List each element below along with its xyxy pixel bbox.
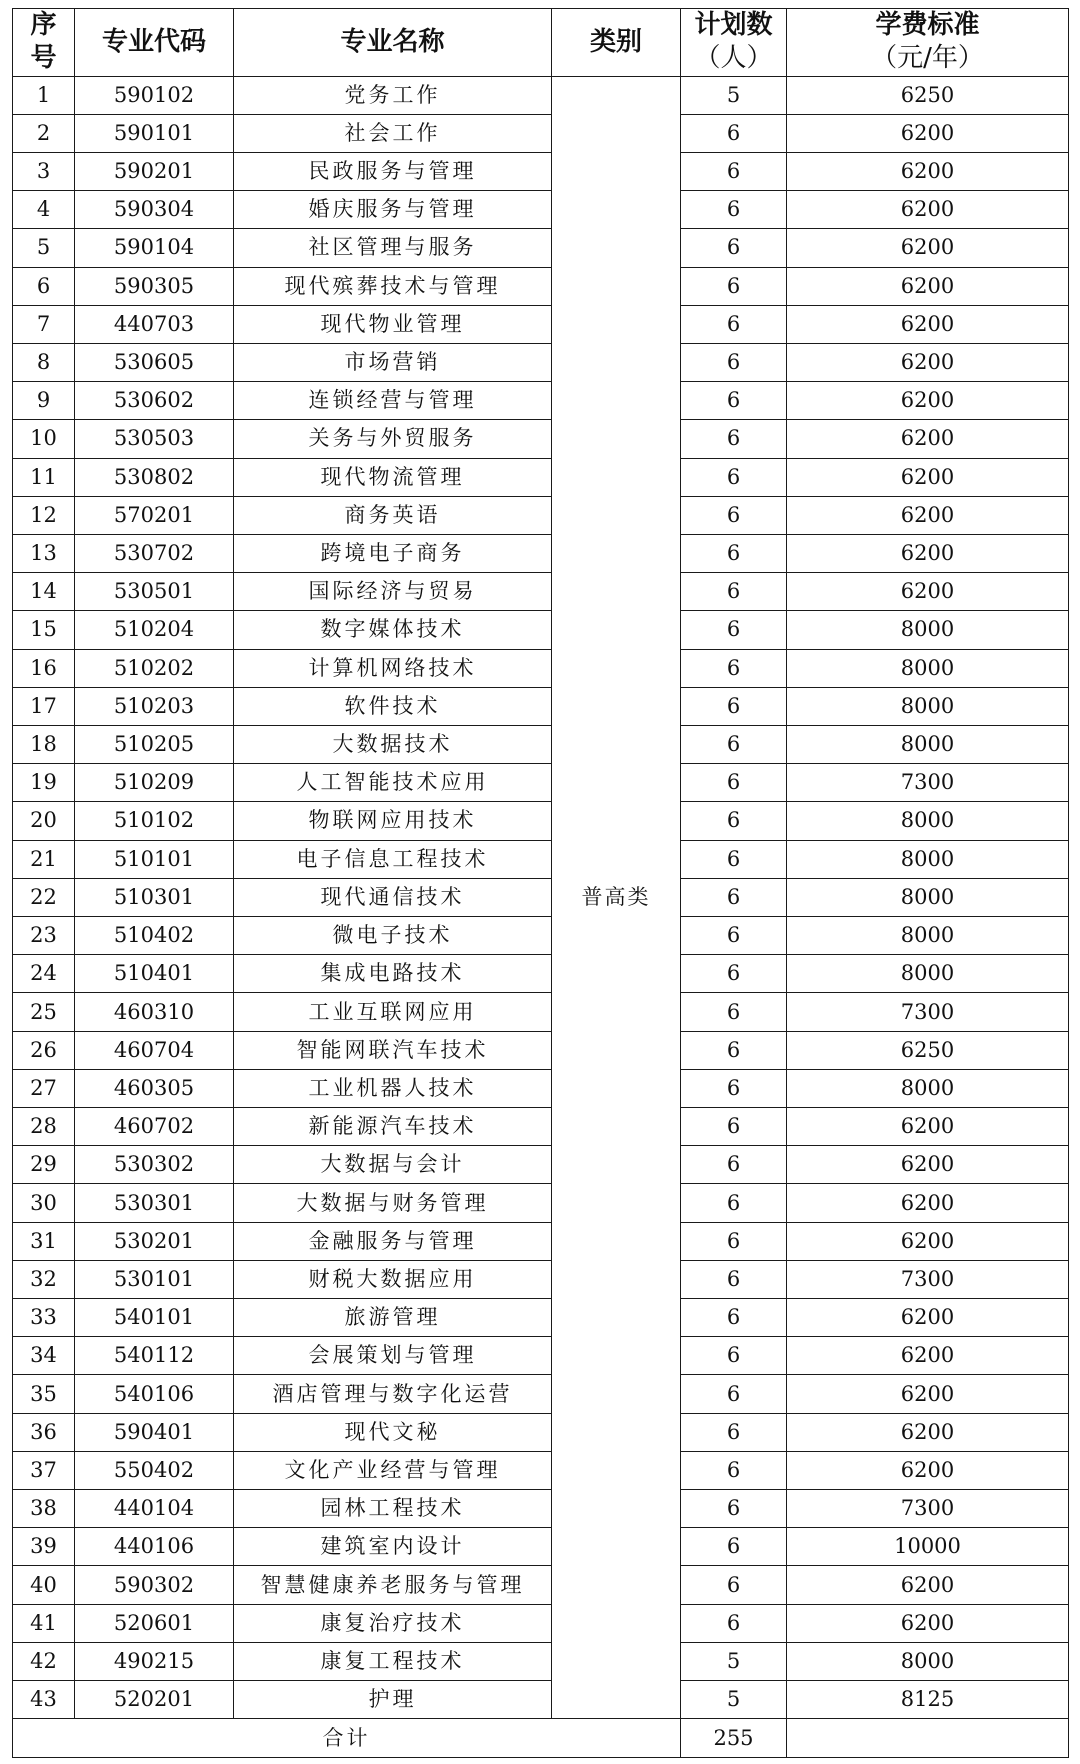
cell-plan: 6 bbox=[681, 267, 787, 305]
cell-fee: 6200 bbox=[787, 191, 1069, 229]
table-row bbox=[13, 458, 1069, 496]
cell-plan: 6 bbox=[681, 1528, 787, 1566]
table-row bbox=[13, 1108, 1069, 1146]
cell-name: 康复工程技术 bbox=[234, 1642, 552, 1680]
cell-fee: 6200 bbox=[787, 1413, 1069, 1451]
table-row bbox=[13, 1490, 1069, 1528]
cell-code: 510202 bbox=[75, 649, 234, 687]
cell-plan: 6 bbox=[681, 1184, 787, 1222]
cell-code: 530201 bbox=[75, 1222, 234, 1260]
cell-code: 590104 bbox=[75, 229, 234, 267]
cell-plan: 6 bbox=[681, 1451, 787, 1489]
cell-index: 4 bbox=[13, 191, 75, 229]
table-row bbox=[13, 1413, 1069, 1451]
cell-fee: 6200 bbox=[787, 1299, 1069, 1337]
header-plan bbox=[681, 9, 787, 77]
cell-fee: 6200 bbox=[787, 267, 1069, 305]
cell-index: 35 bbox=[13, 1375, 75, 1413]
cell-plan: 6 bbox=[681, 840, 787, 878]
table-row bbox=[13, 114, 1069, 152]
cell-plan: 6 bbox=[681, 611, 787, 649]
cell-name: 连锁经营与管理 bbox=[234, 382, 552, 420]
cell-index: 34 bbox=[13, 1337, 75, 1375]
total-plan: 255 bbox=[681, 1719, 787, 1758]
table-row bbox=[13, 76, 1069, 114]
cell-code: 530301 bbox=[75, 1184, 234, 1222]
cell-fee: 6200 bbox=[787, 1146, 1069, 1184]
cell-index: 42 bbox=[13, 1642, 75, 1680]
cell-plan: 6 bbox=[681, 573, 787, 611]
cell-fee: 6200 bbox=[787, 382, 1069, 420]
header-code: 专业代码 bbox=[75, 9, 234, 77]
cell-plan: 6 bbox=[681, 917, 787, 955]
table-row bbox=[13, 229, 1069, 267]
cell-name: 护理 bbox=[234, 1681, 552, 1719]
cell-index: 21 bbox=[13, 840, 75, 878]
cell-fee: 8000 bbox=[787, 955, 1069, 993]
cell-fee: 6200 bbox=[787, 343, 1069, 381]
cell-fee: 8000 bbox=[787, 1069, 1069, 1107]
cell-plan: 6 bbox=[681, 534, 787, 572]
table-row bbox=[13, 917, 1069, 955]
cell-fee: 6200 bbox=[787, 1604, 1069, 1642]
cell-plan: 6 bbox=[681, 1069, 787, 1107]
table-row bbox=[13, 1299, 1069, 1337]
cell-plan: 6 bbox=[681, 382, 787, 420]
cell-plan: 5 bbox=[681, 76, 787, 114]
cell-fee: 7300 bbox=[787, 1490, 1069, 1528]
cell-plan: 6 bbox=[681, 687, 787, 725]
cell-name: 大数据与财务管理 bbox=[234, 1184, 552, 1222]
cell-name: 酒店管理与数字化运营 bbox=[234, 1375, 552, 1413]
cell-plan: 6 bbox=[681, 1260, 787, 1298]
table-row bbox=[13, 725, 1069, 763]
table-row bbox=[13, 152, 1069, 190]
table-row bbox=[13, 1604, 1069, 1642]
cell-fee: 6200 bbox=[787, 573, 1069, 611]
table-row bbox=[13, 573, 1069, 611]
table-row bbox=[13, 802, 1069, 840]
cell-code: 540101 bbox=[75, 1299, 234, 1337]
cell-name: 现代物流管理 bbox=[234, 458, 552, 496]
cell-plan: 6 bbox=[681, 1299, 787, 1337]
table-row bbox=[13, 1146, 1069, 1184]
cell-name: 现代文秘 bbox=[234, 1413, 552, 1451]
table-row bbox=[13, 764, 1069, 802]
cell-plan: 6 bbox=[681, 955, 787, 993]
cell-name: 民政服务与管理 bbox=[234, 152, 552, 190]
cell-plan: 6 bbox=[681, 878, 787, 916]
cell-index: 20 bbox=[13, 802, 75, 840]
cell-plan: 6 bbox=[681, 305, 787, 343]
cell-code: 530501 bbox=[75, 573, 234, 611]
cell-code: 530802 bbox=[75, 458, 234, 496]
cell-index: 22 bbox=[13, 878, 75, 916]
table-row bbox=[13, 611, 1069, 649]
cell-index: 1 bbox=[13, 76, 75, 114]
cell-fee: 6200 bbox=[787, 152, 1069, 190]
cell-name: 软件技术 bbox=[234, 687, 552, 725]
cell-name: 市场营销 bbox=[234, 343, 552, 381]
table-row bbox=[13, 305, 1069, 343]
cell-name: 园林工程技术 bbox=[234, 1490, 552, 1528]
cell-name: 工业互联网应用 bbox=[234, 993, 552, 1031]
cell-index: 8 bbox=[13, 343, 75, 381]
table-row bbox=[13, 343, 1069, 381]
cell-fee: 6200 bbox=[787, 534, 1069, 572]
cell-index: 7 bbox=[13, 305, 75, 343]
table-row bbox=[13, 1566, 1069, 1604]
cell-fee: 10000 bbox=[787, 1528, 1069, 1566]
cell-code: 590101 bbox=[75, 114, 234, 152]
cell-index: 31 bbox=[13, 1222, 75, 1260]
table-row bbox=[13, 840, 1069, 878]
total-label: 合计 bbox=[13, 1719, 681, 1758]
cell-code: 510203 bbox=[75, 687, 234, 725]
cell-name: 计算机网络技术 bbox=[234, 649, 552, 687]
cell-code: 440703 bbox=[75, 305, 234, 343]
table-row bbox=[13, 1681, 1069, 1719]
cell-code: 440104 bbox=[75, 1490, 234, 1528]
cell-name: 旅游管理 bbox=[234, 1299, 552, 1337]
cell-code: 520601 bbox=[75, 1604, 234, 1642]
cell-fee: 6200 bbox=[787, 1375, 1069, 1413]
table-row bbox=[13, 878, 1069, 916]
cell-name: 康复治疗技术 bbox=[234, 1604, 552, 1642]
cell-name: 文化产业经营与管理 bbox=[234, 1451, 552, 1489]
cell-fee: 7300 bbox=[787, 764, 1069, 802]
header-row bbox=[13, 9, 1069, 77]
cell-name: 微电子技术 bbox=[234, 917, 552, 955]
cell-plan: 6 bbox=[681, 993, 787, 1031]
cell-fee: 8000 bbox=[787, 840, 1069, 878]
cell-index: 14 bbox=[13, 573, 75, 611]
cell-index: 43 bbox=[13, 1681, 75, 1719]
cell-fee: 8000 bbox=[787, 917, 1069, 955]
cell-plan: 6 bbox=[681, 114, 787, 152]
cell-fee: 8000 bbox=[787, 878, 1069, 916]
table-row bbox=[13, 1069, 1069, 1107]
cell-fee: 6250 bbox=[787, 76, 1069, 114]
header-fee-line1: 学费标准 bbox=[875, 10, 980, 40]
cell-code: 510209 bbox=[75, 764, 234, 802]
cell-index: 28 bbox=[13, 1108, 75, 1146]
cell-plan: 5 bbox=[681, 1681, 787, 1719]
cell-index: 27 bbox=[13, 1069, 75, 1107]
cell-index: 25 bbox=[13, 993, 75, 1031]
cell-code: 510205 bbox=[75, 725, 234, 763]
cell-fee: 7300 bbox=[787, 1260, 1069, 1298]
cell-fee: 6250 bbox=[787, 1031, 1069, 1069]
cell-plan: 6 bbox=[681, 1146, 787, 1184]
cell-index: 16 bbox=[13, 649, 75, 687]
table-row bbox=[13, 687, 1069, 725]
cell-name: 现代物业管理 bbox=[234, 305, 552, 343]
cell-fee: 6200 bbox=[787, 1222, 1069, 1260]
cell-plan: 6 bbox=[681, 420, 787, 458]
table-row bbox=[13, 1642, 1069, 1680]
cell-name: 数字媒体技术 bbox=[234, 611, 552, 649]
cell-index: 38 bbox=[13, 1490, 75, 1528]
cell-index: 2 bbox=[13, 114, 75, 152]
header-index: 序号 bbox=[13, 9, 75, 77]
cell-fee: 6200 bbox=[787, 1108, 1069, 1146]
cell-code: 510401 bbox=[75, 955, 234, 993]
table-row bbox=[13, 1260, 1069, 1298]
cell-index: 39 bbox=[13, 1528, 75, 1566]
cell-name: 跨境电子商务 bbox=[234, 534, 552, 572]
cell-index: 9 bbox=[13, 382, 75, 420]
cell-plan: 6 bbox=[681, 1375, 787, 1413]
cell-code: 590401 bbox=[75, 1413, 234, 1451]
cell-fee: 6200 bbox=[787, 1566, 1069, 1604]
cell-fee: 8000 bbox=[787, 802, 1069, 840]
cell-plan: 6 bbox=[681, 649, 787, 687]
cell-code: 530602 bbox=[75, 382, 234, 420]
cell-name: 社会工作 bbox=[234, 114, 552, 152]
cell-index: 33 bbox=[13, 1299, 75, 1337]
cell-code: 590302 bbox=[75, 1566, 234, 1604]
cell-plan: 6 bbox=[681, 152, 787, 190]
cell-fee: 6200 bbox=[787, 1337, 1069, 1375]
cell-fee: 6200 bbox=[787, 1184, 1069, 1222]
cell-index: 41 bbox=[13, 1604, 75, 1642]
cell-category: 普高类 bbox=[552, 76, 681, 1719]
cell-name: 智能网联汽车技术 bbox=[234, 1031, 552, 1069]
table-body bbox=[13, 76, 1069, 1757]
cell-code: 590102 bbox=[75, 76, 234, 114]
cell-fee: 6200 bbox=[787, 114, 1069, 152]
cell-code: 530605 bbox=[75, 343, 234, 381]
cell-name: 婚庆服务与管理 bbox=[234, 191, 552, 229]
cell-plan: 6 bbox=[681, 1566, 787, 1604]
cell-index: 40 bbox=[13, 1566, 75, 1604]
cell-code: 530302 bbox=[75, 1146, 234, 1184]
cell-plan: 6 bbox=[681, 1413, 787, 1451]
total-fee bbox=[787, 1719, 1069, 1758]
cell-plan: 6 bbox=[681, 1490, 787, 1528]
cell-fee: 7300 bbox=[787, 993, 1069, 1031]
cell-name: 商务英语 bbox=[234, 496, 552, 534]
cell-fee: 8125 bbox=[787, 1681, 1069, 1719]
cell-code: 510101 bbox=[75, 840, 234, 878]
cell-index: 29 bbox=[13, 1146, 75, 1184]
cell-name: 会展策划与管理 bbox=[234, 1337, 552, 1375]
cell-fee: 6200 bbox=[787, 305, 1069, 343]
cell-index: 30 bbox=[13, 1184, 75, 1222]
cell-index: 19 bbox=[13, 764, 75, 802]
cell-fee: 8000 bbox=[787, 649, 1069, 687]
table-row bbox=[13, 1184, 1069, 1222]
cell-plan: 6 bbox=[681, 458, 787, 496]
header-category: 类别 bbox=[552, 9, 681, 77]
cell-index: 23 bbox=[13, 917, 75, 955]
cell-name: 国际经济与贸易 bbox=[234, 573, 552, 611]
cell-name: 关务与外贸服务 bbox=[234, 420, 552, 458]
cell-name: 智慧健康养老服务与管理 bbox=[234, 1566, 552, 1604]
cell-code: 460704 bbox=[75, 1031, 234, 1069]
cell-name: 物联网应用技术 bbox=[234, 802, 552, 840]
cell-index: 24 bbox=[13, 955, 75, 993]
cell-plan: 5 bbox=[681, 1642, 787, 1680]
table-row bbox=[13, 1528, 1069, 1566]
cell-name: 财税大数据应用 bbox=[234, 1260, 552, 1298]
header-plan-line1: 计划数 bbox=[694, 10, 773, 40]
cell-name: 人工智能技术应用 bbox=[234, 764, 552, 802]
cell-code: 550402 bbox=[75, 1451, 234, 1489]
table-row bbox=[13, 267, 1069, 305]
table-row bbox=[13, 1337, 1069, 1375]
cell-code: 510204 bbox=[75, 611, 234, 649]
cell-index: 12 bbox=[13, 496, 75, 534]
cell-plan: 6 bbox=[681, 1604, 787, 1642]
cell-fee: 8000 bbox=[787, 687, 1069, 725]
header-plan-line2: （人） bbox=[694, 43, 773, 74]
cell-plan: 6 bbox=[681, 343, 787, 381]
cell-code: 570201 bbox=[75, 496, 234, 534]
header-fee bbox=[787, 9, 1069, 77]
cell-index: 6 bbox=[13, 267, 75, 305]
cell-index: 26 bbox=[13, 1031, 75, 1069]
cell-index: 37 bbox=[13, 1451, 75, 1489]
cell-code: 510301 bbox=[75, 878, 234, 916]
cell-fee: 6200 bbox=[787, 496, 1069, 534]
table-row bbox=[13, 1031, 1069, 1069]
table-row bbox=[13, 1222, 1069, 1260]
cell-code: 460702 bbox=[75, 1108, 234, 1146]
cell-code: 440106 bbox=[75, 1528, 234, 1566]
cell-index: 36 bbox=[13, 1413, 75, 1451]
cell-name: 新能源汽车技术 bbox=[234, 1108, 552, 1146]
cell-name: 党务工作 bbox=[234, 76, 552, 114]
cell-code: 590201 bbox=[75, 152, 234, 190]
cell-plan: 6 bbox=[681, 1337, 787, 1375]
cell-code: 460305 bbox=[75, 1069, 234, 1107]
cell-fee: 6200 bbox=[787, 229, 1069, 267]
table-row bbox=[13, 1375, 1069, 1413]
cell-fee: 6200 bbox=[787, 458, 1069, 496]
cell-name: 工业机器人技术 bbox=[234, 1069, 552, 1107]
cell-index: 17 bbox=[13, 687, 75, 725]
cell-fee: 6200 bbox=[787, 1451, 1069, 1489]
cell-index: 11 bbox=[13, 458, 75, 496]
cell-code: 530503 bbox=[75, 420, 234, 458]
cell-name: 现代通信技术 bbox=[234, 878, 552, 916]
cell-index: 5 bbox=[13, 229, 75, 267]
cell-code: 490215 bbox=[75, 1642, 234, 1680]
cell-name: 金融服务与管理 bbox=[234, 1222, 552, 1260]
cell-code: 460310 bbox=[75, 993, 234, 1031]
cell-index: 3 bbox=[13, 152, 75, 190]
cell-plan: 6 bbox=[681, 496, 787, 534]
cell-name: 集成电路技术 bbox=[234, 955, 552, 993]
cell-plan: 6 bbox=[681, 764, 787, 802]
cell-plan: 6 bbox=[681, 1108, 787, 1146]
cell-fee: 8000 bbox=[787, 1642, 1069, 1680]
cell-code: 540112 bbox=[75, 1337, 234, 1375]
table-row bbox=[13, 382, 1069, 420]
cell-name: 社区管理与服务 bbox=[234, 229, 552, 267]
cell-fee: 8000 bbox=[787, 725, 1069, 763]
table-row bbox=[13, 1451, 1069, 1489]
cell-plan: 6 bbox=[681, 725, 787, 763]
cell-index: 13 bbox=[13, 534, 75, 572]
cell-code: 520201 bbox=[75, 1681, 234, 1719]
cell-fee: 6200 bbox=[787, 420, 1069, 458]
cell-code: 530101 bbox=[75, 1260, 234, 1298]
table-row bbox=[13, 649, 1069, 687]
enrollment-plan-table bbox=[12, 8, 1069, 1758]
cell-code: 590305 bbox=[75, 267, 234, 305]
cell-code: 510102 bbox=[75, 802, 234, 840]
cell-plan: 6 bbox=[681, 229, 787, 267]
cell-plan: 6 bbox=[681, 1222, 787, 1260]
cell-name: 电子信息工程技术 bbox=[234, 840, 552, 878]
cell-plan: 6 bbox=[681, 1031, 787, 1069]
cell-code: 590304 bbox=[75, 191, 234, 229]
table-row bbox=[13, 534, 1069, 572]
cell-code: 540106 bbox=[75, 1375, 234, 1413]
table-row bbox=[13, 496, 1069, 534]
total-row bbox=[13, 1719, 1069, 1758]
cell-name: 现代殡葬技术与管理 bbox=[234, 267, 552, 305]
cell-name: 大数据技术 bbox=[234, 725, 552, 763]
header-name: 专业名称 bbox=[234, 9, 552, 77]
cell-index: 15 bbox=[13, 611, 75, 649]
table-row bbox=[13, 993, 1069, 1031]
cell-name: 建筑室内设计 bbox=[234, 1528, 552, 1566]
cell-code: 530702 bbox=[75, 534, 234, 572]
cell-name: 大数据与会计 bbox=[234, 1146, 552, 1184]
cell-index: 10 bbox=[13, 420, 75, 458]
cell-code: 510402 bbox=[75, 917, 234, 955]
cell-plan: 6 bbox=[681, 191, 787, 229]
table-row bbox=[13, 955, 1069, 993]
cell-fee: 8000 bbox=[787, 611, 1069, 649]
table-row bbox=[13, 191, 1069, 229]
header-fee-line2: （元/年） bbox=[871, 43, 984, 74]
cell-plan: 6 bbox=[681, 802, 787, 840]
cell-index: 32 bbox=[13, 1260, 75, 1298]
cell-index: 18 bbox=[13, 725, 75, 763]
table-row bbox=[13, 420, 1069, 458]
